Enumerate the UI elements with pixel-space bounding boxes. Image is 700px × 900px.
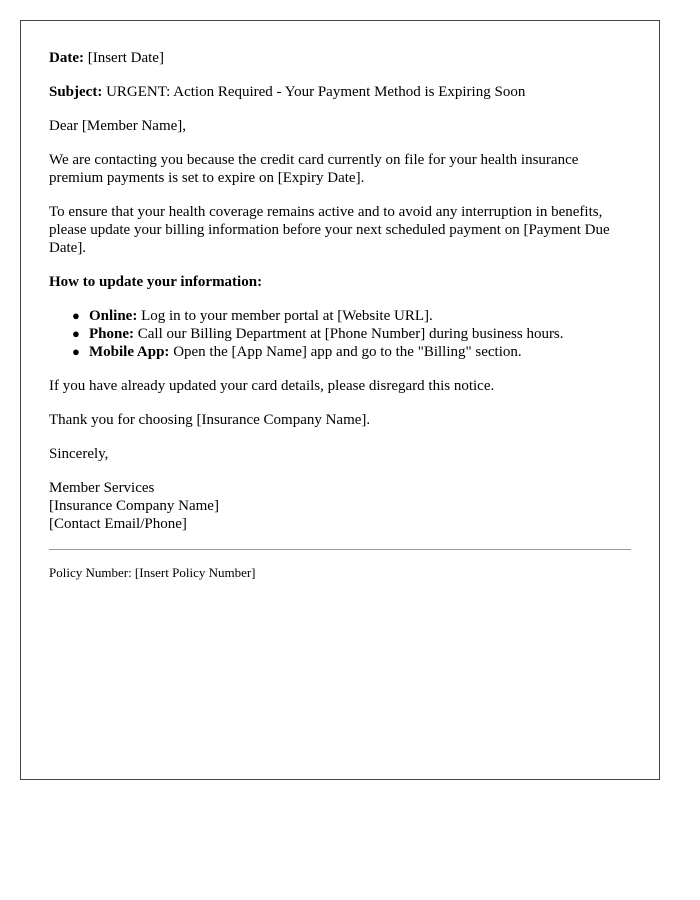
policy-number-footer: Policy Number: [Insert Policy Number]: [49, 565, 256, 580]
bullet-icon: ●: [72, 344, 80, 359]
signature-block: [49, 479, 631, 533]
method-text: Open the [App Name] app and go to the "Billing" section.: [169, 344, 522, 360]
signature-contact: [Contact Email/Phone]: [49, 516, 187, 532]
list-item-mobile-app: [72, 343, 631, 361]
paragraph-expiry-notice: We are contacting you because the credit card currently on file for your health insurance premium payments is set to expire on [Expiry Date].: [49, 152, 579, 186]
howto-heading: How to update your information:: [49, 274, 263, 290]
bullet-icon: ●: [72, 326, 80, 341]
subject-value: URGENT: Action Required - Your Payment Method is Expiring Soon: [102, 84, 526, 100]
signature-dept: Member Services: [49, 480, 155, 496]
subject-line: [49, 83, 631, 101]
letter-page: [20, 20, 660, 780]
closing: Sincerely,: [49, 446, 109, 462]
date-label: Date:: [49, 50, 84, 66]
method-label: Online:: [89, 308, 138, 324]
method-label: Mobile App:: [89, 344, 170, 360]
greeting: Dear [Member Name],: [49, 118, 187, 134]
method-text: Log in to your member portal at [Website URL].: [137, 308, 433, 324]
date-value: [Insert Date]: [83, 50, 164, 66]
disregard-note: If you have already updated your card details, please disregard this notice.: [49, 378, 495, 394]
subject-label: Subject:: [49, 84, 103, 100]
bullet-icon: ●: [72, 308, 80, 323]
update-methods-list: [49, 307, 631, 361]
thanks-line: Thank you for choosing [Insurance Company Name].: [49, 412, 371, 428]
method-text: Call our Billing Department at [Phone Number] during business hours.: [134, 326, 564, 342]
footer-divider: [49, 549, 631, 550]
method-label: Phone:: [89, 326, 134, 342]
list-item-phone: [72, 325, 631, 343]
signature-company: [Insurance Company Name]: [49, 498, 219, 514]
paragraph-update-request: To ensure that your health coverage remains active and to avoid any interruption in benefits, please update your billing information before your next scheduled payment on [Payment Due Date].: [49, 204, 610, 256]
list-item-online: [72, 307, 631, 325]
date-line: [49, 49, 631, 67]
